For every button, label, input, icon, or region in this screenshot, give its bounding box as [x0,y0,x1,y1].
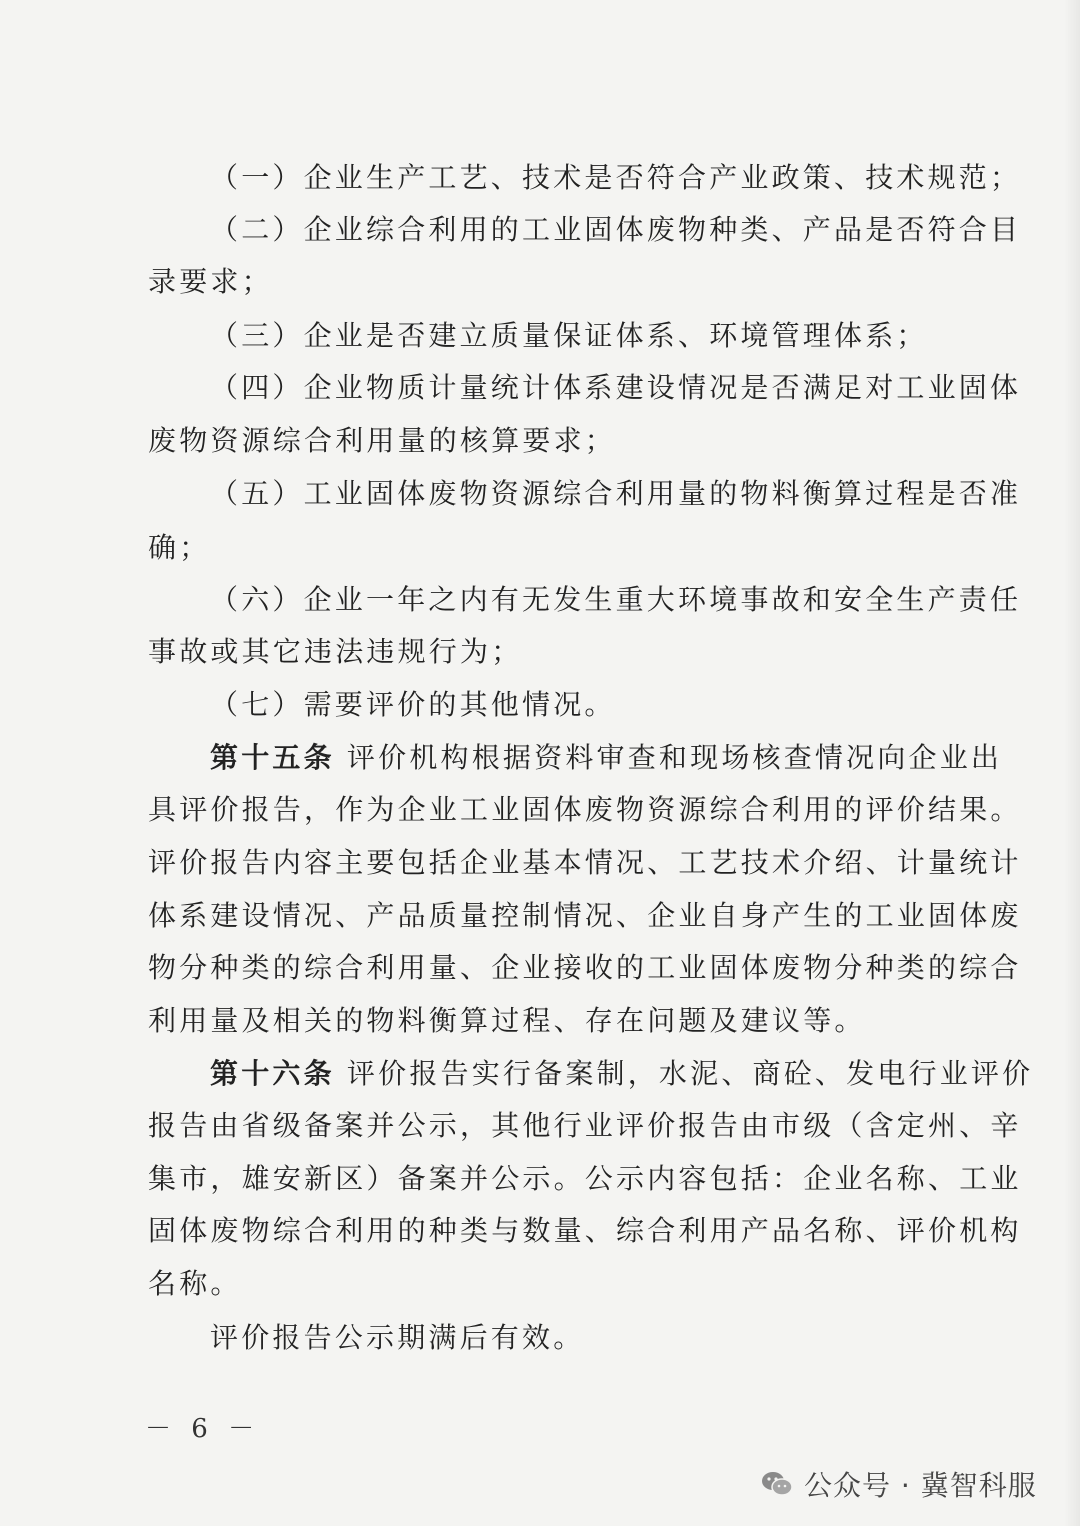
item-4: （四）企业物质计量统计体系建设情况是否满足对工业固体 [210,371,1022,404]
item-4-cont: 废物资源综合利用量的核算要求； [148,424,617,457]
watermark-text: 公众号 · 冀智科服 [804,1469,1037,1502]
item-3: （三）企业是否建立质量保证体系、环境管理体系； [210,319,928,352]
scan-edge [1064,0,1080,1526]
article-15-heading: 第十五条 [210,741,335,774]
page-number: － 6 － [145,1414,261,1444]
article-15-line-5: 物分种类的综合利用量、企业接收的工业固体废物分种类的综合 [148,951,1022,984]
closing-line: 评价报告公示期满后有效。 [210,1321,585,1354]
article-15-line-4: 体系建设情况、产品质量控制情况、企业自身产生的工业固体废 [148,899,1022,932]
item-1: （一）企业生产工艺、技术是否符合产业政策、技术规范； [210,161,1022,194]
article-16-line-5: 名称。 [148,1267,242,1300]
item-5-cont: 确； [148,531,211,564]
article-15-line-6: 利用量及相关的物料衡算过程、存在问题及建议等。 [148,1004,866,1037]
article-16-line-2: 报告由省级备案并公示，其他行业评价报告由市级（含定州、辛 [148,1109,1022,1142]
item-2: （二）企业综合利用的工业固体废物种类、产品是否符合目 [210,213,1022,246]
article-15 [210,738,1003,778]
article-15-text: 评价机构根据资料审查和现场核查情况向企业出 [346,741,1003,774]
item-6-cont: 事故或其它违法违规行为； [148,635,523,668]
article-15-line-2: 具评价报告，作为企业工业固体废物资源综合利用的评价结果。 [148,793,1022,826]
item-5: （五）工业固体废物资源综合利用量的物料衡算过程是否准 [210,477,1022,510]
article-16-heading: 第十六条 [210,1057,335,1090]
article-16-line-4: 固体废物综合利用的种类与数量、综合利用产品名称、评价机构 [148,1214,1022,1247]
article-15-line-3: 评价报告内容主要包括企业基本情况、工艺技术介绍、计量统计 [148,846,1022,879]
article-16 [210,1054,1034,1094]
item-6: （六）企业一年之内有无发生重大环境事故和安全生产责任 [210,583,1022,616]
article-16-text: 评价报告实行备案制，水泥、商砼、发电行业评价 [346,1057,1034,1090]
wechat-icon [760,1467,794,1501]
item-7: （七）需要评价的其他情况。 [210,688,616,721]
watermark [760,1462,1037,1506]
article-16-line-3: 集市，雄安新区）备案并公示。公示内容包括：企业名称、工业 [148,1162,1022,1195]
item-2-cont: 录要求； [148,265,273,298]
